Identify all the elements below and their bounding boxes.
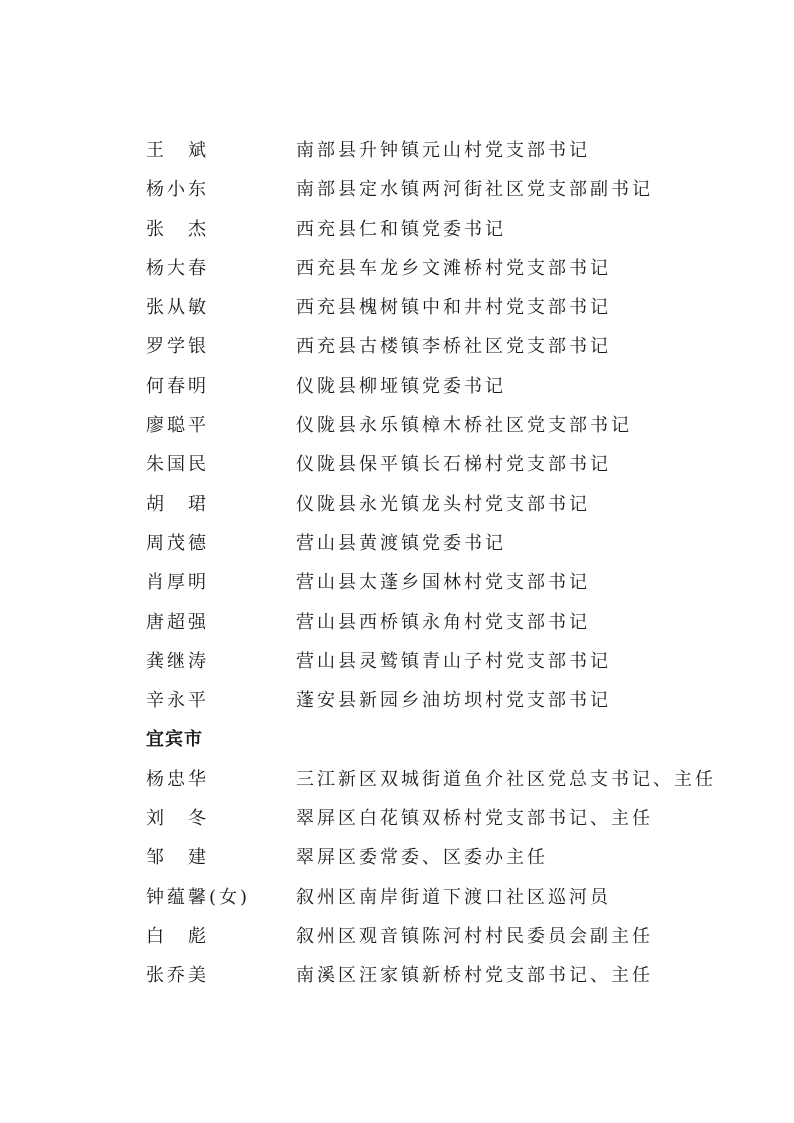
list-item [146,210,746,249]
person-role: 南部县升钟镇元山村党支部书记 [296,140,590,161]
person-name: 刘 冬 [146,808,209,830]
list-item [146,681,746,720]
person-role: 西充县古楼镇李桥社区党支部书记 [296,336,611,358]
person-role: 营山县西桥镇永角村党支部书记 [296,611,590,633]
person-role: 翠屏区委常委、区委办主任 [296,847,548,869]
list-item [146,524,746,563]
person-name: 周茂德 [146,532,209,554]
list-item [146,445,746,484]
person-role: 叙州区南岸街道下渡口社区巡河员 [296,886,611,908]
person-role: 西充县仁和镇党委书记 [296,218,506,240]
person-name: 邹 建 [146,847,209,869]
list-item [146,170,746,209]
person-role: 营山县太蓬乡国林村党支部书记 [296,572,590,594]
person-role: 南溪区汪家镇新桥村党支部书记、主任 [296,965,653,987]
list-item [146,878,746,917]
person-name: 辛永平 [146,690,209,712]
list-item [146,563,746,602]
person-role: 营山县灵鹫镇青山子村党支部书记 [296,650,611,672]
list-item [146,131,746,170]
person-name: 杨大春 [146,257,209,279]
list-item [146,485,746,524]
person-role: 仪陇县保平镇长石梯村党支部书记 [296,454,611,476]
list-item [146,288,746,327]
list-item [146,367,746,406]
section-heading-city: 宜宾市 [146,729,203,751]
list-item [146,327,746,366]
person-name: 龚继涛 [146,650,209,672]
list-item [146,603,746,642]
list-item [146,760,746,799]
person-name: 胡 珺 [146,493,209,515]
list-item [146,956,746,995]
list-item [146,642,746,681]
person-role: 蓬安县新园乡油坊坝村党支部书记 [296,690,611,712]
person-name: 王 斌 [146,140,209,161]
person-name: 杨小东 [146,179,209,201]
person-role: 仪陇县柳垭镇党委书记 [296,375,506,397]
list-item [146,799,746,838]
person-name: 肖厚明 [146,572,209,594]
person-name: 罗学银 [146,336,209,358]
person-name: 钟蕴馨(女) [146,886,251,908]
person-name: 廖聪平 [146,415,209,437]
person-name: 张从敏 [146,297,209,319]
person-name: 张 杰 [146,218,209,240]
person-name: 杨忠华 [146,768,209,790]
person-role: 营山县黄渡镇党委书记 [296,532,506,554]
personnel-list [146,131,746,996]
person-name: 张乔美 [146,965,209,987]
person-role: 南部县定水镇两河街社区党支部副书记 [296,179,653,201]
person-role: 西充县车龙乡文滩桥村党支部书记 [296,257,611,279]
person-role: 仪陇县永乐镇樟木桥社区党支部书记 [296,415,632,437]
list-item [146,838,746,877]
list-item [146,406,746,445]
person-role: 仪陇县永光镇龙头村党支部书记 [296,493,590,515]
person-name: 唐超强 [146,611,209,633]
person-role: 西充县槐树镇中和井村党支部书记 [296,297,611,319]
list-item [146,249,746,288]
person-name: 白 彪 [146,925,209,947]
list-item [146,917,746,956]
person-role: 三江新区双城街道鱼介社区党总支书记、主任 [296,768,716,790]
person-name: 何春明 [146,375,209,397]
person-role: 翠屏区白花镇双桥村党支部书记、主任 [296,808,653,830]
person-name: 朱国民 [146,454,209,476]
person-role: 叙州区观音镇陈河村村民委员会副主任 [296,925,653,947]
